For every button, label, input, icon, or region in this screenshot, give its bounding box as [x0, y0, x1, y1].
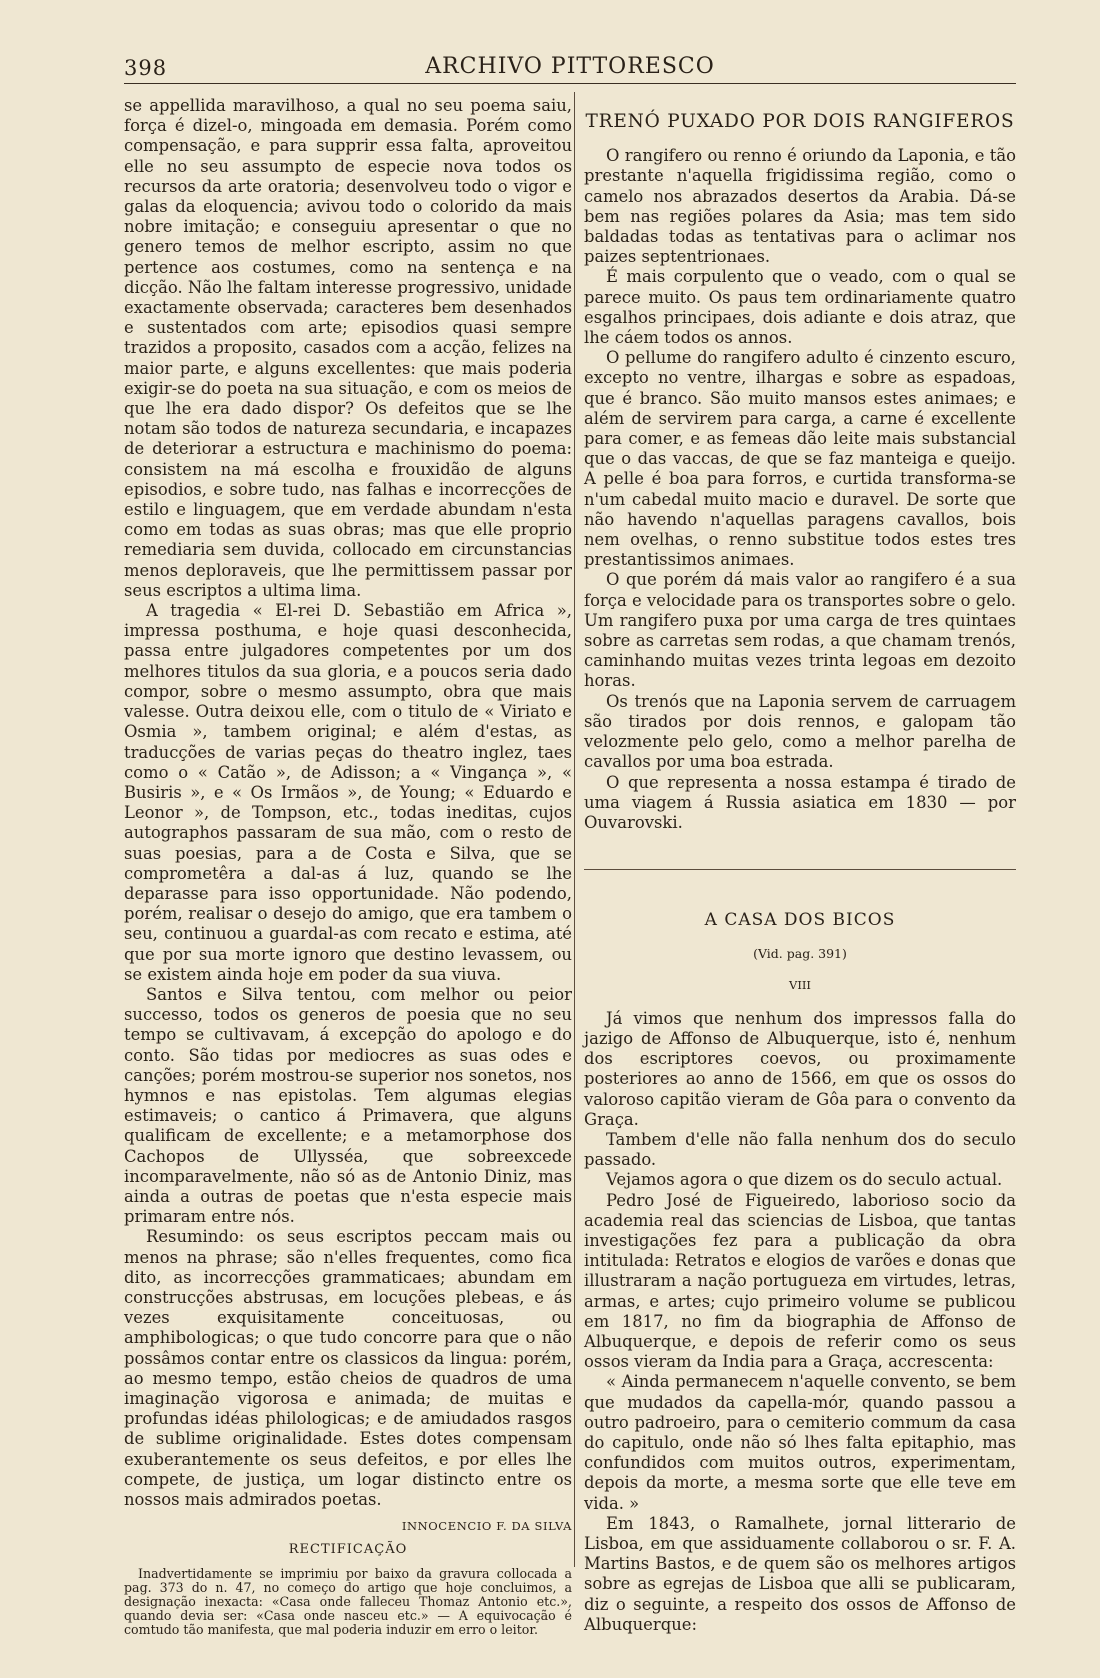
treno-paragraph-6: O que representa a nossa estampa é tirado de uma viagem á Russia asiatica em 1830 — por Ouvarovski. — [584, 772, 1016, 832]
author-signature: INNOCENCIO F. DA SILVA — [401, 1519, 572, 1534]
left-paragraph-1: se appellida maravilhoso, a qual no seu poema saiu, força é dizel-o, mingoada em demasia. Porém como compensação, e para supprir essa falta, aproveitou elle no seu assumpto de especie nova todos os recursos da arte oratoria; desenvolveu todo o vigor e galas da eloquencia; avivou todo o colorido da mais nobre imitação; e conseguiu apresentar o que no genero temos de melhor escripto, assim no que pertence aos costumes, como na sentença e na dicção. Não lhe faltam interesse progressivo, unidade exactamente observada; caracteres bem desenhados e sustentados com arte; episodios quasi sempre trazidos a proposito, casados com a acção, felizes na maior parte, e alguns excellentes: que mais poderia exigir-se do poeta na sua situação, e com os meios de que lhe era dado dispor? Os defeitos que se lhe notam são todos de natureza secundaria, e incapazes de deteriorar a estructura e machinismo do poema: consistem na má escolha e frouxidão de alguns episodios, e sobre tudo, nas falhas e incorrecções de estilo e linguagem, que em verdade abundam n'esta como em todas as suas obras; mas que elle proprio remediaria sem duvida, collocado em circunstancias menos deploraveis, que lhe permittissem passar por seus escriptos a ultima lima. — [124, 96, 572, 600]
rectification-note — [124, 1567, 572, 1638]
treno-paragraph-5: Os trenós que na Laponia servem de carruagem são tirados por dois rennos, e galopam tão velozmente pelo gelo, como a melhor parelha de cavallos por uma boa estrada. — [584, 691, 1016, 772]
treno-paragraph-2: É mais corpulento que o veado, com o qual se parece muito. Os paus tem ordinariamente quatro esgalhos principaes, dois adiante e dois atraz, que lhe cáem todos os annos. — [584, 267, 1016, 348]
article-title-casa-dos-bicos: A CASA DOS BICOS — [704, 910, 896, 931]
section-rule — [584, 869, 1016, 870]
casa-paragraph-4: Pedro José de Figueiredo, laborioso socio da academia real das sciencias de Lisboa, que tantas investigações fez para a publicação da obra intitulada: Retratos e elogios de varões e donas que illustraram a nação portugueza em virtudes, letras, armas, e artes; cujo primeiro volume se publicou em 1817, no fim da biographia de Affonso de Albuquerque, e depois de referir como os seus ossos vieram da India para a Graça, accrescenta: — [584, 1190, 1016, 1372]
casa-paragraph-5: « Ainda permanecem n'aquelle convento, se bem que mudados da capella-mór, quando passou a outro padroeiro, para o cemiterio commum da casa do capitulo, onde não só lhes falta epitaphio, mas confundidos com muitos outros, experimentam, depois da morte, a mesma sorte que elle teve em vida. » — [584, 1372, 1016, 1513]
treno-paragraph-1: O rangifero ou renno é oriundo da Laponia, e tão prestante n'aquella frigidissima região, como o camelo nos abrazados desertos da Arabia. Dá-se bem nas regiões polares da Asia; mas tem sido baldadas todas as tentativas para o aclimar nos paizes septentrionaes. — [584, 146, 1016, 267]
casa-paragraph-2: Tambem d'elle não falla nenhum dos do seculo passado. — [584, 1129, 1016, 1170]
page-reference: (Vid. pag. 391) — [753, 946, 847, 962]
casa-paragraph-3: Vejamos agora o que dizem os do seculo actual. — [606, 1170, 1003, 1190]
page-header — [124, 54, 1016, 84]
section-number: VIII — [789, 977, 811, 992]
column-divider — [574, 92, 575, 1567]
left-paragraph-4: Resumindo: os seus escriptos peccam mais ou menos na phrase; são n'elles frequentes, como fica dito, as incorrecções grammaticaes; abundam em construcções abstrusas, em locuções plebeas, e ás vezes exquisitamente conceituosas, ou amphibologicas; o que tudo concorre para que o não possâmos contar entre os classicos da lingua: porém, ao mesmo tempo, estão cheios de quadros de uma imaginação vigorosa e animada; de muitas e profundas idéas philologicas; e de amiudados rasgos de sublime originalidade. Estes dotes compensam exuberantemente os seus defeitos, e por elles lhe compete, de justiça, um logar distincto entre os nossos mais admirados poetas. — [124, 1227, 572, 1510]
treno-paragraph-4: O que porém dá mais valor ao rangifero é a sua força e velocidade para os transportes sobre o gelo. Um rangifero puxa por uma carga de tres quintaes sobre as carretas sem rodas, a que chamam trenós, caminhando muitas vezes trinta legoas em dezoito horas. — [584, 570, 1016, 691]
article-title-treno: TRENÓ PUXADO POR DOIS RANGIFEROS — [585, 111, 1015, 132]
casa-paragraph-1: Já vimos que nenhum dos impressos falla do jazigo de Affonso de Albuquerque, isto é, nenhum dos escriptores coevos, ou proximamente posteriores ao anno de 1566, em que os ossos do valoroso capitão vieram de Gôa para o convento da Graça. — [584, 1008, 1016, 1129]
journal-title: ARCHIVO PITTORESCO — [425, 54, 715, 79]
left-column — [124, 96, 572, 1638]
rectification-title: RECTIFICAÇÃO — [288, 1542, 408, 1558]
left-paragraph-2: A tragedia « El-rei D. Sebastião em Africa », impressa posthuma, e hoje quasi desconhecida, passa entre julgadores competentes por um dos melhores titulos da sua gloria, e a poucos seria dado compor, sobre o mesmo assumpto, obra que mais valesse. Outra deixou elle, com o titulo de « Viriato e Osmia », tambem original; e além d'estas, as traducções de varias peças do theatro inglez, taes como o « Catão », de Adisson; a « Vingança », « Busiris », e « Os Irmãos », de Young; « Eduardo e Leonor », de Tompson, etc., todas ineditas, cujos autographos passaram de sua mão, com o resto de suas poesias, para a de Costa e Silva, que se comprometêra a dal-as á luz, quando se lhe deparasse para isso opportunidade. Não podendo, porém, realisar o desejo do amigo, que era tambem o seu, continuou a guardal-as com recato e estima, até que por sua morte ignoro que destino levassem, ou se existem ainda hoje em poder da sua viuva. — [124, 601, 572, 984]
casa-paragraph-6: Em 1843, o Ramalhete, jornal litterario de Lisboa, em que assiduamente collaborou o sr. F. A. Martins Bastos, e de quem são os melhores artigos sobre as egrejas de Lisboa que alli se publicaram, diz o seguinte, a respeito dos ossos de Affonso de Albuquerque: — [584, 1513, 1016, 1634]
rectification-text: Inadvertidamente se imprimiu por baixo da gravura collocada a pag. 373 do n. 47, no começo do artigo que hoje concluimos, a designação inexacta: «Casa onde falleceu Thomaz Antonio etc.», quando devia ser: «Casa onde nasceu etc.» — A equivocação é comtudo tão manifesta, que mal poderia induzir em erro o leitor. — [124, 1565, 572, 1638]
treno-paragraph-3: O pellume do rangifero adulto é cinzento escuro, excepto no ventre, ilhargas e sobre as espadoas, que é branco. São muito mansos estes animaes; e além de servirem para carga, a carne é excellente para comer, e as femeas dão leite mais substancial que o das vaccas, de que se faz manteiga e queijo. A pelle é boa para forros, e curtida transforma-se n'um cabedal muito macio e duravel. De sorte que não havendo n'aquellas paragens cavallos, bois nem ovelhas, o renno substitue todos estes tres prestantissimos animaes. — [584, 348, 1016, 570]
right-column — [584, 96, 1016, 1635]
header-rule — [124, 83, 1016, 84]
page-number: 398 — [124, 56, 168, 80]
left-paragraph-3: Santos e Silva tentou, com melhor ou peior successo, todos os generos de poesia que no seu tempo se cultivavam, á excepção do apologo e do conto. São tidas por mediocres as suas odes e canções; porém mostrou-se superior nos sonetos, nos hymnos e nas epistolas. Tem algumas elegias estimaveis; o cantico á Primavera, que alguns qualificam de excellente; e a metamorphose dos Cachopos de Ullysséa, que sobreexcede incomparavelmente, não só as de Antonio Diniz, mas ainda a outras de poetas que n'esta especie mais primaram entre nós. — [124, 984, 572, 1227]
